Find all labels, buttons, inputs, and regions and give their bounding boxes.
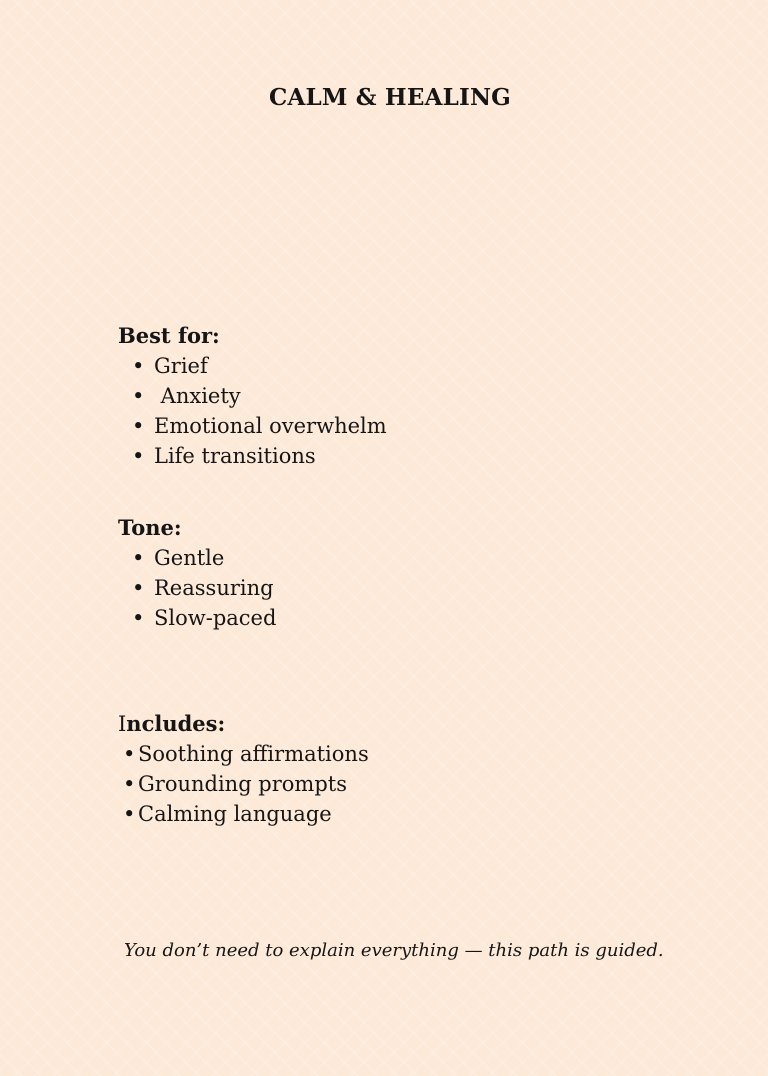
bullet-icon: •: [132, 606, 145, 630]
list-item: [118, 543, 276, 573]
bullet-icon: •: [132, 354, 145, 378]
bullet-icon: •: [132, 546, 145, 570]
list-item-label: Reassuring: [154, 576, 274, 600]
list-item: [118, 381, 387, 411]
list-item-label: Anxiety: [154, 384, 241, 408]
includes-list: [118, 739, 369, 829]
list-item-label: Grief: [154, 354, 208, 378]
bullet-icon: •: [123, 802, 136, 826]
list-item: [118, 799, 369, 829]
list-item: [118, 573, 276, 603]
tone-heading: Tone:: [118, 515, 182, 540]
bullet-icon: •: [132, 384, 145, 408]
list-item: [118, 603, 276, 633]
list-item: [118, 441, 387, 471]
includes-heading-initial: I: [118, 712, 127, 736]
list-item-label: Calming language: [138, 802, 332, 826]
list-item-label: Life transitions: [154, 444, 316, 468]
list-item-label: Emotional overwhelm: [154, 414, 387, 438]
includes-heading-rest: ncludes:: [126, 711, 226, 736]
tone-section: [118, 513, 276, 633]
list-item: [118, 411, 387, 441]
best-for-heading: Best for:: [118, 323, 220, 348]
list-item: [118, 351, 387, 381]
bullet-icon: •: [123, 742, 136, 766]
footer-note: You don’t need to explain everything — this path is guided.: [124, 940, 664, 961]
best-for-section: [118, 321, 387, 471]
bullet-icon: •: [132, 414, 145, 438]
includes-heading: [118, 709, 369, 739]
list-item-label: Soothing affirmations: [138, 742, 369, 766]
includes-section: [118, 709, 369, 829]
page-title: CALM & HEALING: [268, 84, 512, 111]
list-item-label: Grounding prompts: [138, 772, 348, 796]
list-item: [118, 739, 369, 769]
bullet-icon: •: [132, 576, 145, 600]
bullet-icon: •: [132, 444, 145, 468]
list-item-label: Slow-paced: [154, 606, 277, 630]
list-item-label: Gentle: [154, 546, 225, 570]
best-for-list: [118, 351, 387, 471]
tone-list: [118, 543, 276, 633]
list-item: [118, 769, 369, 799]
bullet-icon: •: [123, 772, 136, 796]
